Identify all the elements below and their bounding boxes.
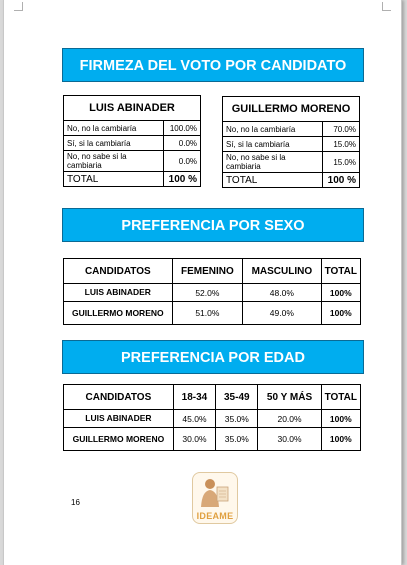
total-cell: 100% [321,302,360,325]
row-label: Sí, si la cambiaría [223,137,323,152]
value-cell: 49.0% [243,302,321,325]
col-header: 50 Y MÁS [258,385,321,410]
value-cell: 35.0% [216,410,258,428]
table-row [64,428,361,451]
edad-title: PREFERENCIA POR EDAD [62,340,364,374]
value-cell: 45.0% [173,410,215,428]
value-cell: 52.0% [172,284,243,302]
row-label: No, no sabe si la cambiaria [64,151,164,172]
table-row [64,302,361,325]
total-cell: 100% [321,284,360,302]
total-cell: 100% [321,428,360,451]
value-cell: 30.0% [258,428,321,451]
col-header: 18-34 [173,385,215,410]
value-cell: 20.0% [258,410,321,428]
edad-table [63,384,361,451]
col-header: TOTAL [321,385,360,410]
ideame-logo [192,472,238,524]
col-header: CANDIDATOS [64,385,174,410]
row-value: 0.0% [164,136,201,151]
luis-abinader-table [63,95,201,187]
col-header: MASCULINO [243,259,321,284]
value-cell: 48.0% [243,284,321,302]
sexo-title: PREFERENCIA POR SEXO [62,208,364,242]
candidate-name: GUILLERMO MORENO [223,97,360,122]
guillermo-moreno-table [222,96,360,188]
candidate-cell: LUIS ABINADER [64,410,174,428]
value-cell: 51.0% [172,302,243,325]
total-value: 100 % [164,172,201,187]
total-label: TOTAL [223,173,323,188]
candidate-cell: LUIS ABINADER [64,284,173,302]
col-header: FEMENINO [172,259,243,284]
table-row [64,410,361,428]
row-label: Sí, si la cambiaría [64,136,164,151]
sexo-table [63,258,361,325]
candidate-name: LUIS ABINADER [64,96,201,121]
col-header: 35-49 [216,385,258,410]
crop-mark-left [14,2,23,11]
row-label: No, no la cambiaría [223,122,323,137]
candidate-cell: GUILLERMO MORENO [64,428,174,451]
logo-text: IDEAME [196,511,234,521]
document-page [3,0,402,565]
row-value: 0.0% [164,151,201,172]
page-number: 16 [71,498,80,507]
row-label: No, no la cambiaría [64,121,164,136]
row-value: 15.0% [323,137,360,152]
figure-icon [193,473,237,511]
total-label: TOTAL [64,172,164,187]
firmeza-title: FIRMEZA DEL VOTO POR CANDIDATO [62,48,364,82]
row-label: No, no sabe si la cambiaria [223,152,323,173]
row-value: 100.0% [164,121,201,136]
value-cell: 30.0% [173,428,215,451]
row-value: 70.0% [323,122,360,137]
crop-mark-right [382,2,391,11]
total-cell: 100% [321,410,360,428]
col-header: CANDIDATOS [64,259,173,284]
table-row [64,284,361,302]
candidate-cell: GUILLERMO MORENO [64,302,173,325]
value-cell: 35.0% [216,428,258,451]
col-header: TOTAL [321,259,360,284]
row-value: 15.0% [323,152,360,173]
total-value: 100 % [323,173,360,188]
